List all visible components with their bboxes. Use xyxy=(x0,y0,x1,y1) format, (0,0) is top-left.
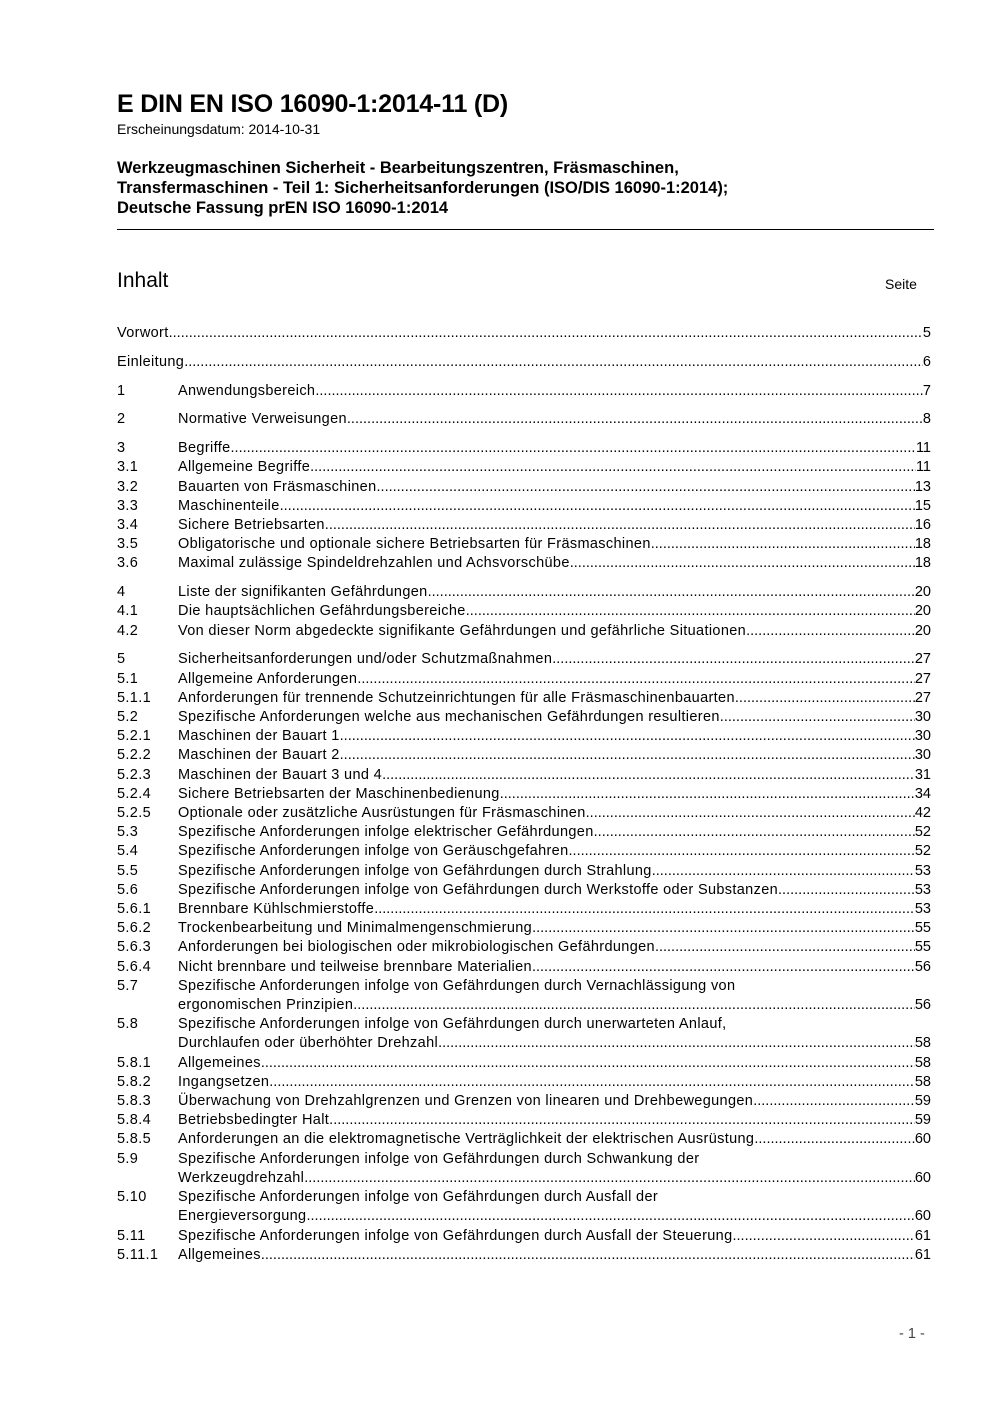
dot-leader xyxy=(552,650,915,669)
dot-leader xyxy=(374,900,915,919)
dot-leader xyxy=(438,1034,915,1053)
toc-entry-number: 5.6.1 xyxy=(117,901,151,918)
toc-entry-title: Durchlaufen oder überhöhter Drehzahl xyxy=(178,1035,439,1052)
toc-entry[interactable] xyxy=(117,881,931,900)
toc-entry-number: 5.11.1 xyxy=(117,1246,159,1263)
toc-entry[interactable] xyxy=(117,842,931,861)
toc-entry-page: 61 xyxy=(914,1227,931,1244)
toc-entry-number: 5.8 xyxy=(117,1016,139,1033)
toc-entry-title: Nicht brennbare und teilweise brennbare Materialien xyxy=(178,958,532,975)
toc-entry-number: 5.10 xyxy=(117,1189,147,1206)
dot-leader xyxy=(377,478,915,497)
toc-entry[interactable] xyxy=(117,1130,931,1149)
toc-entry-number: 3.2 xyxy=(117,478,139,495)
dot-leader xyxy=(329,1111,915,1130)
toc-entry-page: 60 xyxy=(914,1208,931,1225)
dot-leader xyxy=(357,670,915,689)
toc-entry[interactable] xyxy=(117,1054,931,1073)
toc-entry-title: Spezifische Anforderungen infolge von Gefährdungen durch unerwarteten Anlauf, xyxy=(178,1016,727,1033)
toc-entry-title: Bauarten von Fräsmaschinen xyxy=(178,478,377,495)
toc-entry[interactable] xyxy=(117,977,931,1015)
toc-entry-title: Trockenbearbeitung und Minimalmengenschmierung xyxy=(178,920,533,937)
toc-entry-number: 5.8.4 xyxy=(117,1112,151,1129)
toc-entry-number: 5.8.3 xyxy=(117,1093,151,1110)
toc-entry-page: 59 xyxy=(914,1112,931,1129)
toc-entry-page: 60 xyxy=(914,1169,931,1186)
toc-entry-number: 5.6.2 xyxy=(117,920,151,937)
toc-entry[interactable] xyxy=(117,353,931,372)
toc-entry-page: 34 xyxy=(914,785,931,802)
toc-entry-page: 27 xyxy=(914,689,931,706)
dot-leader xyxy=(720,708,915,727)
toc-entry-title: Spezifische Anforderungen infolge von Gefährdungen durch Strahlung xyxy=(178,862,652,879)
toc-entry-title: Spezifische Anforderungen infolge von Gefährdungen durch Schwankung der xyxy=(178,1150,700,1167)
toc-entry-number: 5.2.4 xyxy=(117,785,151,802)
toc-entry[interactable] xyxy=(117,602,931,621)
toc-entry-number: 5.8.5 xyxy=(117,1131,151,1148)
toc-entry-number: 5.6 xyxy=(117,881,139,898)
dot-leader xyxy=(532,919,915,938)
toc-entry-title: Allgemeine Begriffe xyxy=(178,459,311,476)
subtitle-line: Transfermaschinen - Teil 1: Sicherheitsanforderungen (ISO/DIS 16090-1:2014); xyxy=(117,179,729,197)
dot-leader xyxy=(466,602,915,621)
toc-entry-page: 55 xyxy=(914,920,931,937)
dot-leader xyxy=(428,583,915,602)
toc-entry-page: 55 xyxy=(914,939,931,956)
toc-entry[interactable] xyxy=(117,622,931,641)
toc-entry-page: 61 xyxy=(914,1246,931,1263)
toc-entry-page: 6 xyxy=(922,353,931,370)
toc-entry[interactable] xyxy=(117,1188,931,1226)
toc-entry-title: Spezifische Anforderungen infolge von Gefährdungen durch Ausfall der xyxy=(178,1189,659,1206)
toc-entry-title: Ingangsetzen xyxy=(178,1073,270,1090)
toc-entry-number: 5.5 xyxy=(117,862,139,879)
toc-entry[interactable] xyxy=(117,766,931,785)
toc-entry-number: 5.6.4 xyxy=(117,958,151,975)
toc-entry-title: Obligatorische und optionale sichere Betriebsarten für Fräsmaschinen xyxy=(178,536,651,553)
toc-entry-title: ergonomischen Prinzipien xyxy=(178,997,354,1014)
toc-entry-page: 52 xyxy=(914,824,931,841)
dot-leader xyxy=(778,881,915,900)
toc-entry[interactable] xyxy=(117,439,931,458)
toc-entry-page: 18 xyxy=(914,555,931,572)
toc-entry[interactable] xyxy=(117,708,931,727)
dot-leader xyxy=(746,622,915,641)
toc-entry-title: Werkzeugdrehzahl xyxy=(178,1169,305,1186)
publication-date: Erscheinungsdatum: 2014-10-31 xyxy=(117,121,321,137)
toc-entry-page: 42 xyxy=(914,805,931,822)
toc-entry-number: 3.5 xyxy=(117,536,139,553)
toc-entry-page: 30 xyxy=(914,728,931,745)
dot-leader xyxy=(353,996,915,1015)
dot-leader xyxy=(594,823,915,842)
toc-entry-title: Maximal zulässige Spindeldrehzahlen und Achsvorschübe xyxy=(178,555,570,572)
toc-entry[interactable] xyxy=(117,516,931,535)
dot-leader xyxy=(570,554,915,573)
toc-entry-page: 11 xyxy=(915,459,931,476)
toc-entry-page: 18 xyxy=(914,536,931,553)
dot-leader xyxy=(310,458,916,477)
toc-entry-number: 5.1.1 xyxy=(117,689,151,706)
toc-entry-page: 31 xyxy=(914,766,931,783)
dot-leader xyxy=(754,1130,915,1149)
toc-entry-title: Anwendungsbereich xyxy=(178,382,316,399)
toc-entry-title: Maschinen der Bauart 2 xyxy=(178,747,340,764)
subtitle-line: Deutsche Fassung prEN ISO 16090-1:2014 xyxy=(117,199,449,217)
toc-entry-number: 5.1 xyxy=(117,670,139,687)
toc-entry-title: Optionale oder zusätzliche Ausrüstungen für Fräsmaschinen xyxy=(178,805,586,822)
toc-entry-number: 5.2.3 xyxy=(117,766,151,783)
toc-entry-number: 5.2.2 xyxy=(117,747,151,764)
toc-entry-page: 30 xyxy=(914,747,931,764)
toc-entry-number: 3.1 xyxy=(117,459,139,476)
title-divider xyxy=(117,229,934,230)
toc-entry[interactable] xyxy=(117,919,931,938)
toc-entry-title: Begriffe xyxy=(178,440,231,457)
toc-entry[interactable] xyxy=(117,458,931,477)
toc-entry[interactable] xyxy=(117,1227,931,1246)
toc-entry-title: Allgemeines xyxy=(178,1054,261,1071)
toc-entry-number: 5 xyxy=(117,651,126,668)
toc-entry-page: 27 xyxy=(914,651,931,668)
toc-entry-page: 11 xyxy=(915,440,931,457)
toc-entry[interactable] xyxy=(117,958,931,977)
toc-entry-number: 5.7 xyxy=(117,977,139,994)
table-of-contents xyxy=(117,324,931,1265)
document-subtitle xyxy=(117,158,937,218)
toc-entry[interactable] xyxy=(117,497,931,516)
toc-entry-number: 4 xyxy=(117,584,126,601)
toc-entry-number: 3 xyxy=(117,440,126,457)
toc-entry-page: 52 xyxy=(914,843,931,860)
toc-entry-page: 20 xyxy=(914,603,931,620)
toc-entry[interactable] xyxy=(117,1111,931,1130)
dot-leader xyxy=(231,439,916,458)
dot-leader xyxy=(340,746,915,765)
toc-entry[interactable] xyxy=(117,689,931,708)
toc-entry-page: 53 xyxy=(914,881,931,898)
toc-entry-page: 58 xyxy=(914,1054,931,1071)
toc-entry-title: Liste der signifikanten Gefährdungen xyxy=(178,584,428,601)
toc-entry[interactable] xyxy=(117,478,931,497)
toc-entry-page: 7 xyxy=(922,382,931,399)
page-number: - 1 - xyxy=(899,1326,925,1342)
toc-entry[interactable] xyxy=(117,785,931,804)
toc-entry-number: 5.3 xyxy=(117,824,139,841)
toc-entry[interactable] xyxy=(117,823,931,842)
toc-entry-number: 4.1 xyxy=(117,603,139,620)
toc-entry-number: 5.8.2 xyxy=(117,1073,151,1090)
toc-entry-number: 2 xyxy=(117,411,126,428)
toc-entry-number: 5.4 xyxy=(117,843,139,860)
toc-entry-page: 58 xyxy=(914,1035,931,1052)
dot-leader xyxy=(315,382,923,401)
toc-entry-number: 5.11 xyxy=(117,1227,146,1244)
dot-leader xyxy=(733,1227,915,1246)
toc-entry-page: 8 xyxy=(922,411,931,428)
toc-entry-title: Von dieser Norm abgedeckte signifikante Gefährdungen und gefährliche Situationen xyxy=(178,622,747,639)
toc-entry[interactable] xyxy=(117,804,931,823)
toc-entry-page: 16 xyxy=(914,517,931,533)
toc-entry-number: 5.2.1 xyxy=(117,728,151,745)
toc-entry-page: 13 xyxy=(914,478,931,495)
toc-entry-page: 20 xyxy=(914,584,931,601)
toc-entry-number: 4.2 xyxy=(117,622,139,639)
dot-leader xyxy=(655,938,915,957)
toc-entry-title: Maschinenteile xyxy=(178,497,280,514)
toc-entry-page: 59 xyxy=(914,1093,931,1110)
toc-entry-number: 5.6.3 xyxy=(117,939,151,956)
toc-entry[interactable] xyxy=(117,727,931,746)
toc-entry-number: 3.4 xyxy=(117,517,139,533)
toc-entry-title: Spezifische Anforderungen infolge von Geräuschgefahren xyxy=(178,843,569,860)
toc-entry-number: 5.2.5 xyxy=(117,805,151,822)
toc-entry-title: Maschinen der Bauart 1 xyxy=(178,728,340,745)
toc-entry-title: Anforderungen an die elektromagnetische Verträglichkeit der elektrischen Ausrüstung xyxy=(178,1131,755,1148)
dot-leader xyxy=(184,353,923,372)
toc-entry-page: 5 xyxy=(922,325,931,341)
toc-entry[interactable] xyxy=(117,554,931,573)
toc-entry[interactable] xyxy=(117,382,931,401)
toc-entry[interactable] xyxy=(117,324,931,343)
toc-entry[interactable] xyxy=(117,650,931,669)
toc-entry-page: 15 xyxy=(914,497,931,514)
toc-entry-title: Sichere Betriebsarten xyxy=(178,517,325,533)
toc-entry-page: 60 xyxy=(914,1131,931,1148)
dot-leader xyxy=(261,1054,915,1073)
toc-entry[interactable] xyxy=(117,1150,931,1188)
dot-leader xyxy=(651,535,915,554)
toc-entry[interactable] xyxy=(117,1015,931,1053)
toc-entry-number: 5.2 xyxy=(117,709,139,726)
dot-leader xyxy=(500,785,915,804)
toc-entry-title: Anforderungen für trennende Schutzeinrichtungen für alle Fräsmaschinenbauarten xyxy=(178,689,735,706)
dot-leader xyxy=(532,958,915,977)
dot-leader xyxy=(569,842,915,861)
toc-entry-title: Normative Verweisungen xyxy=(178,411,347,428)
toc-entry[interactable] xyxy=(117,746,931,765)
toc-entry[interactable] xyxy=(117,535,931,554)
toc-entry-title: Spezifische Anforderungen welche aus mechanischen Gefährdungen resultieren xyxy=(178,709,720,726)
dot-leader xyxy=(306,1207,914,1226)
toc-entry-title: Betriebsbedingter Halt xyxy=(178,1112,330,1129)
toc-entry-title: Spezifische Anforderungen infolge von Gefährdungen durch Ausfall der Steuerung xyxy=(178,1227,733,1244)
toc-entry-title: Überwachung von Drehzahlgrenzen und Grenzen von linearen und Drehbewegungen xyxy=(178,1093,754,1110)
dot-leader xyxy=(340,727,915,746)
toc-entry-title: Allgemeines xyxy=(178,1246,261,1263)
toc-entry-title: Einleitung xyxy=(117,353,185,370)
toc-entry-number: 3.6 xyxy=(117,555,139,572)
dot-leader xyxy=(169,324,923,343)
toc-entry-number: 5.9 xyxy=(117,1150,139,1167)
dot-leader xyxy=(269,1073,915,1092)
toc-entry-page: 53 xyxy=(914,862,931,879)
toc-entry-title: Spezifische Anforderungen infolge von Gefährdungen durch Vernachlässigung von xyxy=(178,977,736,994)
toc-entry[interactable] xyxy=(117,583,931,602)
dot-leader xyxy=(382,766,915,785)
toc-entry-page: 27 xyxy=(914,670,931,687)
toc-entry[interactable] xyxy=(117,1073,931,1092)
toc-entry[interactable] xyxy=(117,938,931,957)
toc-entry-title: Vorwort xyxy=(117,325,169,341)
toc-entry-page: 53 xyxy=(914,901,931,918)
dot-leader xyxy=(652,862,915,881)
toc-entry-page: 56 xyxy=(914,958,931,975)
toc-entry-title: Brennbare Kühlschmierstoffe xyxy=(178,901,375,918)
toc-entry-number: 5.8.1 xyxy=(117,1054,151,1071)
dot-leader xyxy=(304,1169,915,1188)
toc-entry[interactable] xyxy=(117,1246,931,1265)
toc-entry-title: Sicherheitsanforderungen und/oder Schutzmaßnahmen xyxy=(178,651,553,668)
dot-leader xyxy=(347,410,923,429)
page-column-label: Seite xyxy=(885,276,917,292)
toc-entry-page: 30 xyxy=(914,709,931,726)
toc-entry-title: Energieversorgung xyxy=(178,1208,307,1225)
dot-leader xyxy=(280,497,915,516)
subtitle-line: Werkzeugmaschinen Sicherheit - Bearbeitungszentren, Fräsmaschinen, xyxy=(117,159,679,177)
toc-entry-title: Anforderungen bei biologischen oder mikrobiologischen Gefährdungen xyxy=(178,939,655,956)
toc-entry[interactable] xyxy=(117,900,931,919)
toc-entry[interactable] xyxy=(117,410,931,429)
document-title: E DIN EN ISO 16090-1:2014-11 (D) xyxy=(117,90,508,118)
dot-leader xyxy=(735,689,915,708)
toc-entry-page: 20 xyxy=(914,622,931,639)
toc-entry-number: 3.3 xyxy=(117,497,139,514)
toc-entry-number: 1 xyxy=(117,382,126,399)
toc-entry-title: Spezifische Anforderungen infolge von Gefährdungen durch Werkstoffe oder Substanzen xyxy=(178,881,779,898)
toc-entry-title: Maschinen der Bauart 3 und 4 xyxy=(178,766,383,783)
toc-entry[interactable] xyxy=(117,1092,931,1111)
toc-heading: Inhalt xyxy=(117,269,169,292)
toc-entry-title: Allgemeine Anforderungen xyxy=(178,670,358,687)
toc-entry-title: Spezifische Anforderungen infolge elektrischer Gefährdungen xyxy=(178,824,594,841)
toc-entry-page: 58 xyxy=(914,1073,931,1090)
toc-entry[interactable] xyxy=(117,862,931,881)
dot-leader xyxy=(753,1092,915,1111)
toc-entry-title: Sichere Betriebsarten der Maschinenbedienung xyxy=(178,785,500,802)
dot-leader xyxy=(261,1246,915,1265)
toc-entry[interactable] xyxy=(117,670,931,689)
toc-entry-title: Die hauptsächlichen Gefährdungsbereiche xyxy=(178,603,466,620)
toc-entry-page: 56 xyxy=(914,997,931,1014)
dot-leader xyxy=(325,516,915,535)
dot-leader xyxy=(586,804,915,823)
